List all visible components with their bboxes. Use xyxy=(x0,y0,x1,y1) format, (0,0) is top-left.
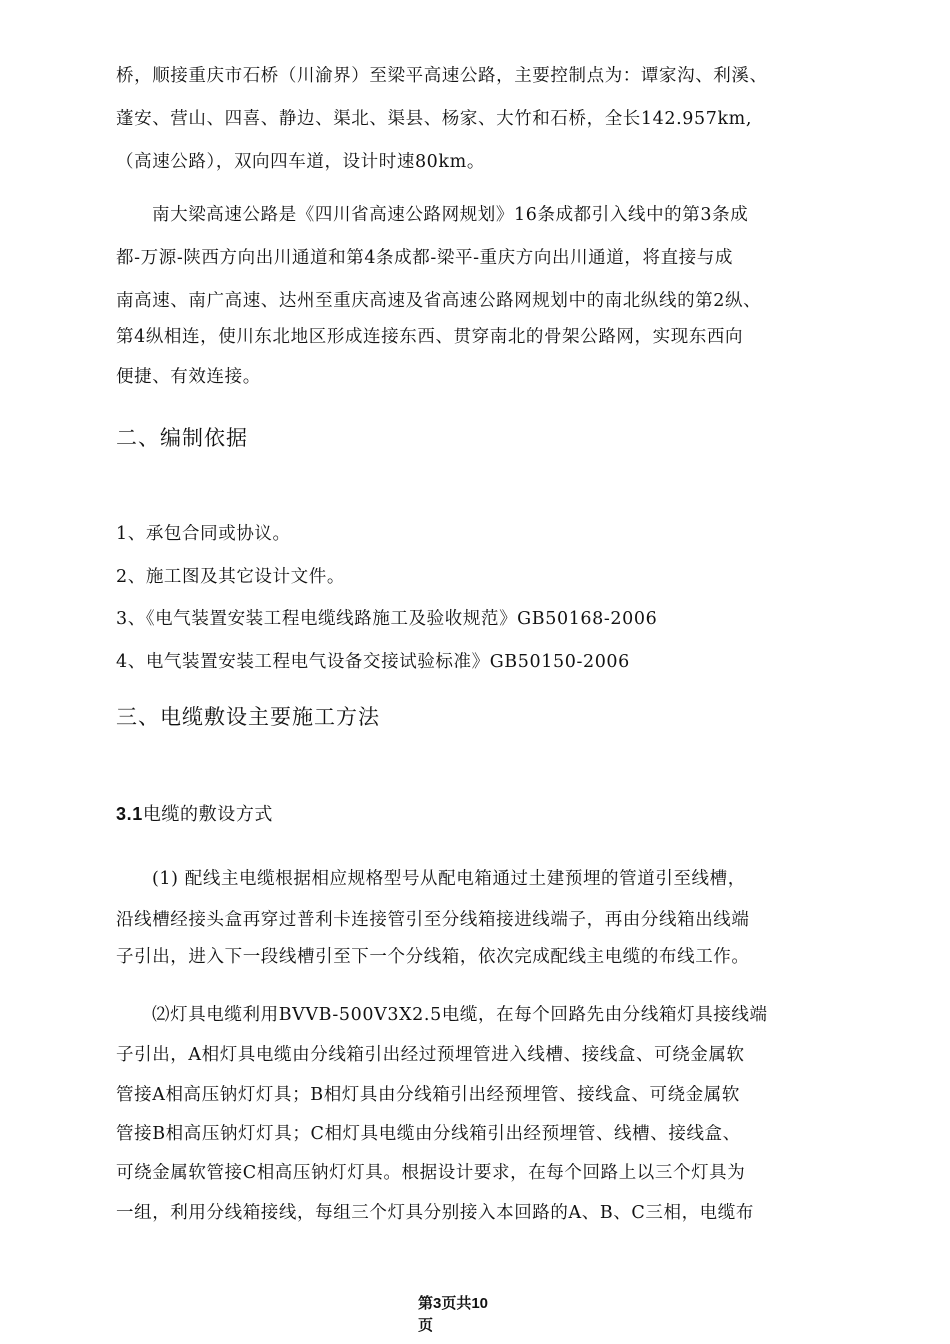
paragraph2-line-3: 南高速、南广高速、达州至重庆高速及省高速公路网规划中的南北纵线的第2纵、 xyxy=(116,291,762,311)
para2-line-1: ⑵灯具电缆利用BVVB-500V3X2.5电缆，在每个回路先由分线箱灯具接线端 xyxy=(152,1005,768,1025)
section2-item-1: 1、承包合同或协议。 xyxy=(116,524,291,544)
paragraph2-line-4: 第4纵相连，使川东北地区形成连接东西、贯穿南北的骨架公路网，实现东西向 xyxy=(116,327,744,347)
section2-heading: 二、编制依据 xyxy=(116,426,248,450)
para2-line-3: 管接A相高压钠灯灯具；B相灯具由分线箱引出经预埋管、接线盒、可绕金属软 xyxy=(116,1085,740,1105)
para1-line-3: 子引出，进入下一段线槽引至下一个分线箱，依次完成配线主电缆的布线工作。 xyxy=(116,947,750,967)
intro-line-2: 蓬安、营山、四喜、静边、渠北、渠县、杨家、大竹和石桥，全长142.957km, xyxy=(116,109,753,129)
page-number-line-1: 第3页共10 xyxy=(418,1295,489,1312)
para2-line-2: 子引出，A相灯具电缆由分线箱引出经过预埋管进入线槽、接线盒、可绕金属软 xyxy=(116,1045,745,1065)
section2-item-3: 3、《电气装置安装工程电缆线路施工及验收规范》GB50168-2006 xyxy=(116,609,658,629)
para1-line-1: (1) 配线主电缆根据相应规格型号从配电箱通过土建预埋的管道引至线槽， xyxy=(152,869,746,889)
intro-line-3: （高速公路），双向四车道，设计时速80km。 xyxy=(116,152,485,172)
intro-line-1: 桥，顺接重庆市石桥（川渝界）至梁平高速公路，主要控制点为：谭家沟、利溪、 xyxy=(116,66,768,86)
para1-line-2: 沿线槽经接头盒再穿过普利卡连接管引至分线箱接进线端子，再由分线箱出线端 xyxy=(116,910,750,930)
page-number-line-2: 页 xyxy=(418,1317,434,1334)
para2-line-6: 一组，利用分线箱接线，每组三个灯具分别接入本回路的A、B、C三相，电缆布 xyxy=(116,1203,754,1223)
para2-line-4: 管接B相高压钠灯灯具；C相灯具电缆由分线箱引出经预埋管、线槽、接线盒、 xyxy=(116,1124,741,1144)
subsection-3-1-heading xyxy=(116,802,273,827)
section3-heading: 三、电缆敷设主要施工方法 xyxy=(116,705,380,729)
subsection-number: 3.1 xyxy=(116,804,143,824)
section2-item-2: 2、施工图及其它设计文件。 xyxy=(116,567,345,587)
section2-item-4: 4、电气装置安装工程电气设备交接试验标准》GB50150-2006 xyxy=(116,652,630,672)
paragraph2-line-1: 南大梁高速公路是《四川省高速公路网规划》16条成都引入线中的第3条成 xyxy=(152,205,749,225)
subsection-title: 电缆的敷设方式 xyxy=(142,804,274,825)
paragraph2-line-5: 便捷、有效连接。 xyxy=(116,367,261,387)
paragraph2-line-2: 都-万源-陕西方向出川通道和第4条成都-梁平-重庆方向出川通道，将直接与成 xyxy=(116,248,733,268)
para2-line-5: 可绕金属软管接C相高压钠灯灯具。根据设计要求，在每个回路上以三个灯具为 xyxy=(116,1163,746,1183)
